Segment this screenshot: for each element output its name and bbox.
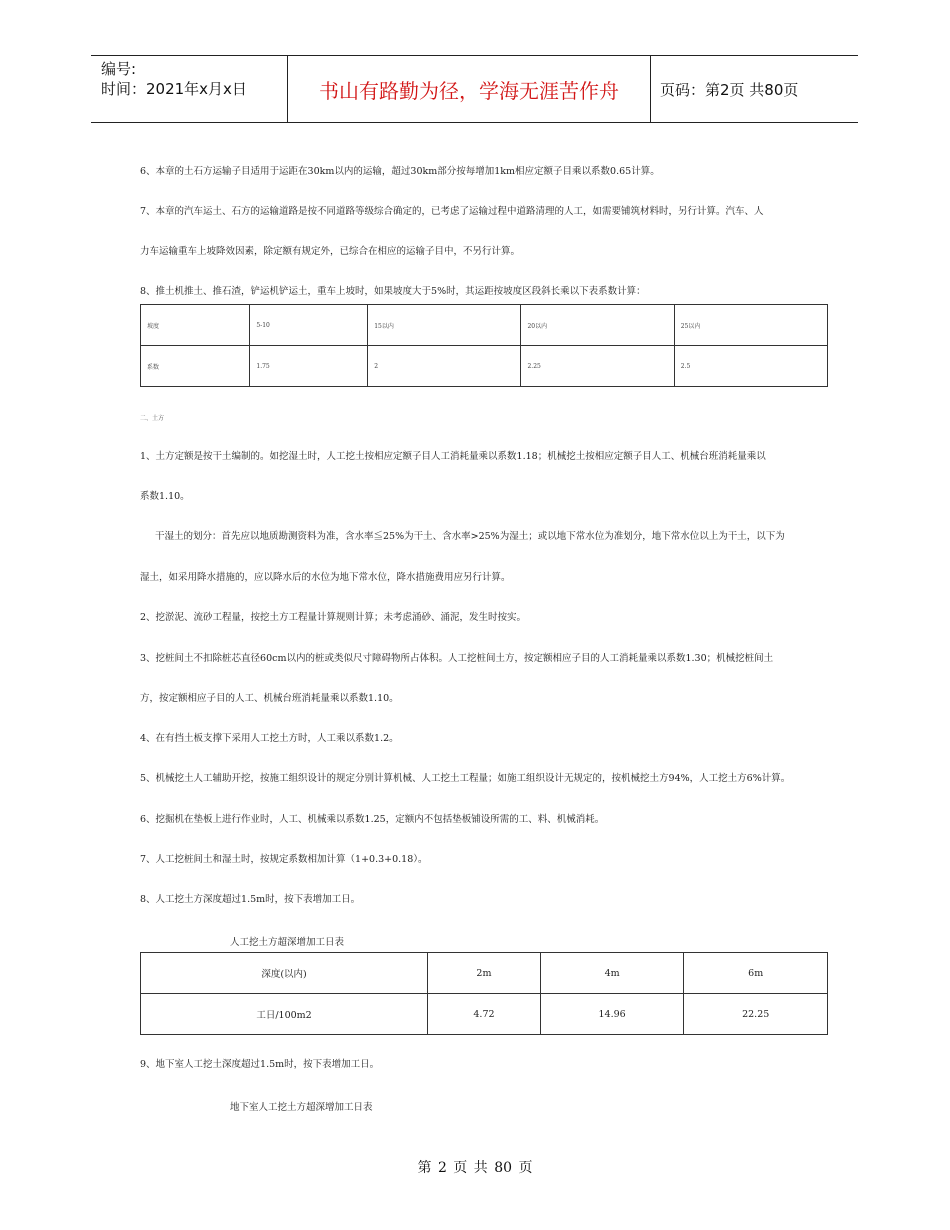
table-cell: 1.75: [250, 346, 368, 387]
earth-item-9: 9、地下室人工挖土深度超过1.5m时，按下表增加工日。: [140, 1059, 380, 1070]
earth-item-1-line-4: 湿土，如采用降水措施的，应以降水后的水位为地下常水位，降水措施费用应另行计算。: [140, 572, 511, 583]
paragraph-8: 8、推土机推土、推石渣，铲运机铲运土，重车上坡时，如果坡度大于5%时，其运距按坡度区段斜长乘以下表系数计算：: [140, 286, 646, 297]
earth-item-5: 5、机械挖土人工辅助开挖，按施工组织设计的规定分别计算机械、人工挖土工程量；如施工组织设计无规定的，按机械挖土方94%，人工挖土方6%计算。: [140, 773, 791, 784]
table-cell: 15以内: [368, 305, 521, 346]
earth-item-8: 8、人工挖土方深度超过1.5m时，按下表增加工日。: [140, 894, 361, 905]
earth-item-3-line-2: 方，按定额相应子目的人工、机械台班消耗量乘以系数1.10。: [140, 693, 399, 704]
table-cell: 22.25: [684, 994, 828, 1035]
table-row: [141, 346, 828, 387]
page-footer: 第 2 页 共 80 页: [417, 1160, 533, 1176]
table-cell: 系数: [141, 346, 250, 387]
earth-item-2: 2、挖淤泥、流砂工程量，按挖土方工程量计算规则计算；未考虑涌砂、涌泥，发生时按实。: [140, 612, 527, 623]
earth-item-4: 4、在有挡土板支撑下采用人工挖土方时，人工乘以系数1.2。: [140, 733, 399, 744]
basement-table-caption: 地下室人工挖土方超深增加工日表: [230, 1102, 373, 1113]
depth-table-caption: 人工挖土方超深增加工日表: [230, 937, 345, 948]
table-cell: 2: [368, 346, 521, 387]
table-cell: 深度(以内): [141, 953, 428, 994]
paragraph-6: 6、本章的土石方运输子目适用于运距在30km以内的运输，超过30km部分按每增加1km相应定额子目乘以系数0.65计算。: [140, 166, 660, 177]
depth-workday-table: [140, 952, 828, 1035]
paragraph-7-line-1: 7、本章的汽车运土、石方的运输道路是按不同道路等级综合确定的，已考虑了运输过程中道路清理的人工，如需要铺筑材料时，另行计算。汽车、人: [140, 206, 764, 217]
header-page-info: 页码：第2页 共80页: [660, 80, 799, 99]
table-cell: 14.96: [540, 994, 684, 1035]
table-cell: 坡度: [141, 305, 250, 346]
page-header: [91, 55, 858, 123]
table-cell: 25以内: [674, 305, 827, 346]
slope-coefficient-table: [140, 304, 828, 387]
table-row: [141, 953, 828, 994]
table-row: [141, 994, 828, 1035]
header-divider-right: [650, 56, 651, 122]
table-cell: 4.72: [428, 994, 541, 1035]
table-cell: 20以内: [521, 305, 674, 346]
serial-label: 编号:: [101, 60, 137, 78]
table-cell: 2.25: [521, 346, 674, 387]
table-cell: 6m: [684, 953, 828, 994]
earth-item-3-line-1: 3、挖桩间土不扣除桩芯直径60cm以内的桩或类似尺寸障碍物所占体积。人工挖桩间土方，按定额相应子目的人工消耗量乘以系数1.30；机械挖桩间土: [140, 653, 774, 664]
table-cell: 5-10: [250, 305, 368, 346]
table-cell: 工日/100m2: [141, 994, 428, 1035]
earth-item-6: 6、挖掘机在垫板上进行作业时，人工、机械乘以系数1.25，定额内不包括垫板铺设所需的工、料、机械消耗。: [140, 814, 605, 825]
table-row: [141, 305, 828, 346]
section-heading: 二、土方: [140, 415, 165, 422]
table-cell: 2.5: [674, 346, 827, 387]
earth-item-1-line-3: 干湿土的划分：首先应以地质勘测资料为准，含水率≦25%为干土、含水率>25%为湿土；或以地下常水位为准划分，地下常水位以上为干土，以下为: [155, 531, 785, 542]
table-cell: 2m: [428, 953, 541, 994]
earth-item-1-line-2: 系数1.10。: [140, 491, 190, 502]
date-line: 时间：2021年x月x日: [101, 80, 247, 98]
header-motto: 书山有路勤为径，学海无涯苦作舟: [319, 78, 619, 103]
paragraph-7-line-2: 力车运输重车上坡降效因素，除定额有规定外，已综合在相应的运输子目中，不另行计算。: [140, 246, 521, 257]
header-meta: [101, 59, 247, 99]
table-cell: 4m: [540, 953, 684, 994]
earth-item-1-line-1: 1、土方定额是按干土编制的。如挖湿土时，人工挖土按相应定额子目人工消耗量乘以系数1.18；机械挖土按相应定额子目人工、机械台班消耗量乘以: [140, 451, 766, 462]
earth-item-7: 7、人工挖桩间土和湿土时，按规定系数相加计算（1+0.3+0.18）。: [140, 854, 428, 865]
